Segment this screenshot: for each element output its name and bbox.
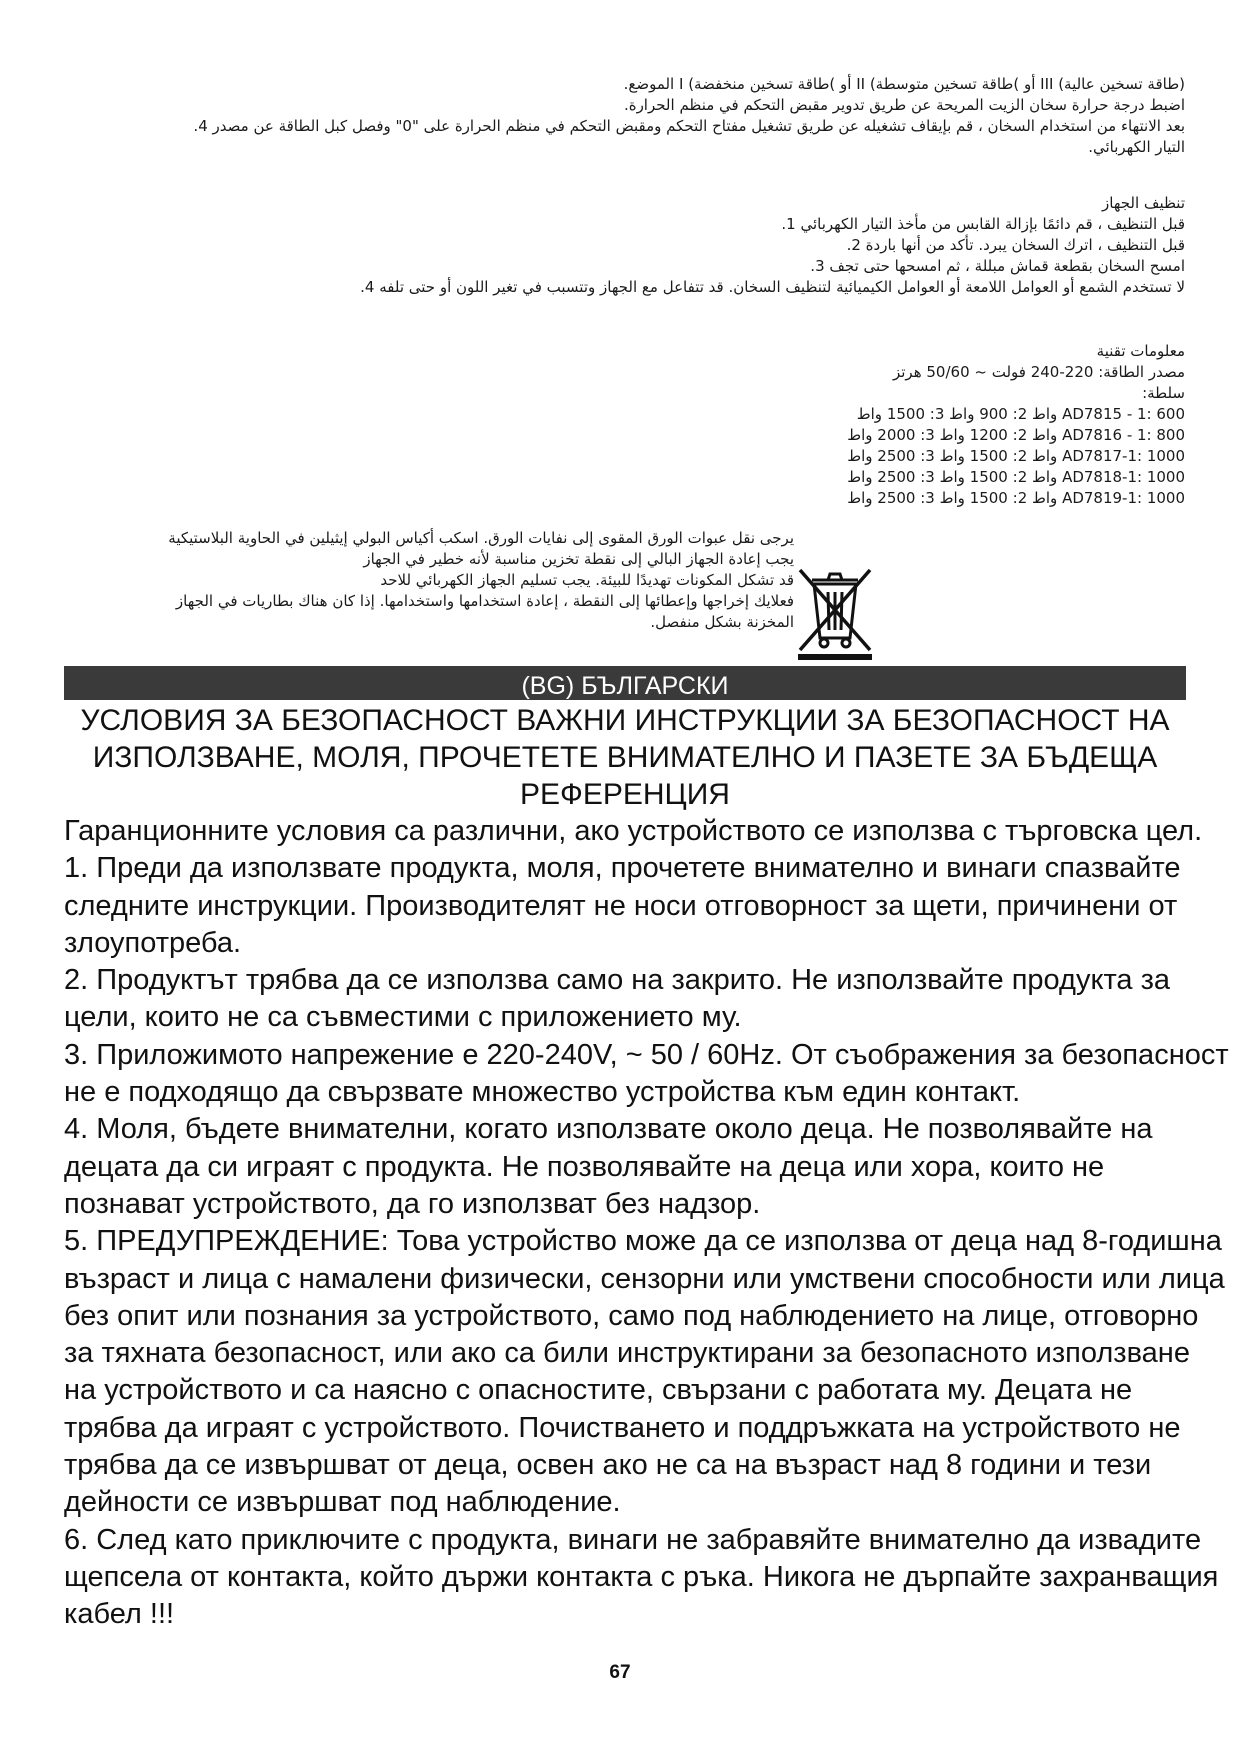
title-line: ИЗПОЛЗВАНЕ, МОЛЯ, ПРОЧЕТЕТЕ ВНИМАТЕЛНО И ПАЗЕТЕ ЗА БЪДЕЩА [92,741,1158,774]
body-line: възраст и лица с намалени физически, сензорни или умствени способности или лица [64,1262,1225,1295]
arabic-line: قبل التنظيف ، اترك السخان يبرد. تأكد من أنها باردة 2. [846,236,1185,254]
crossed-out-wheelie-bin-icon [790,562,880,662]
tech-model-line: AD7815 - 1: 600 واط 2: 900 واط 3: 1500 واط [856,405,1185,423]
arabic-line: التيار الكهربائي. [1088,138,1185,156]
body-line: трябва да играят с устройството. Почистването и поддръжката на устройството не [64,1411,1181,1444]
tech-model-line: AD7819-1: 1000 واط 2: 1500 واط 3: 2500 واط [847,489,1185,507]
body-line: дейности се извършват под наблюдение. [64,1486,621,1519]
arabic-line: لا تستخدم الشمع أو العوامل اللامعة أو العوامل الكيميائية لتنظيف السخان. قد تتفاعل مع الجهاز وتتسبب في تغير اللون أو حتى تلفه 4. [360,278,1185,296]
arabic-top-instructions [70,74,1185,158]
arabic-cleaning-title: تنظيف الجهاز [1102,194,1185,212]
body-line: за тяхната безопасност, или ако са били инструктирани за безопасното използване [64,1337,1190,1370]
body-line: злоупотреба. [64,926,242,959]
body-line: децата да си играят с продукта. Не позволявайте на деца или хора, които не [64,1150,1105,1183]
arabic-line: قد تشكل المكونات تهديدًا للبيئة. يجب تسليم الجهاز الكهربائي للاحد [380,571,794,589]
body-line: на устройството и са наясно с опасностите, свързани с работата му. Децата не [64,1374,1133,1407]
safety-instructions-body [64,813,1229,1634]
page-title [64,702,1186,813]
page-number: 67 [609,1662,631,1683]
body-line: 5. ПРЕДУПРЕЖДЕНИЕ: Това устройство може да се използва от деца над 8-годишна [64,1225,1222,1258]
body-line: цели, които не са съвместими с приложението му. [64,1001,742,1034]
body-line: 1. Преди да използвате продукта, моля, прочетете внимателно и винаги спазвайте [64,852,1181,885]
tech-model-line: AD7817-1: 1000 واط 2: 1500 واط 3: 2500 واط [847,447,1185,465]
arabic-line: المخزنة بشكل منفصل. [650,613,794,631]
arabic-cleaning-section [70,193,1185,298]
body-line: кабел !!! [64,1598,175,1631]
tech-title: معلومات تقنية [1096,342,1185,360]
arabic-line: قبل التنظيف ، قم دائمًا بإزالة القابس من مأخذ التيار الكهربائي 1. [781,215,1185,233]
title-line: УСЛОВИЯ ЗА БЕЗОПАСНОСТ ВАЖНИ ИНСТРУКЦИИ ЗА БЕЗОПАСНОСТ НА [80,704,1170,737]
tech-model-line: AD7818-1: 1000 واط 2: 1500 واط 3: 2500 واط [847,468,1185,486]
arabic-line: بعد الانتهاء من استخدام السخان ، قم بإيقاف تشغيله عن طريق تشغيل مفتاح التحكم ومقبض التحكم في منظم الحرارة على "0" وفصل كبل الطاقة عن مصدر 4. [193,117,1185,135]
arabic-recycling-text [64,528,794,633]
arabic-line: اضبط درجة حرارة سخان الزيت المريحة عن طريق تدوير مقبض التحكم في منظم الحرارة. [623,96,1185,114]
arabic-line: (طاقة تسخين عالية) III أو )طاقة تسخين متوسطة) II أو )طاقة تسخين منخفضة) I الموضع. [623,75,1185,93]
body-line: следните инструкции. Производителят не носи отговорност за щети, причинени от [64,889,1178,922]
arabic-line: امسح السخان بقطعة قماش مبللة ، ثم امسحها حتى تجف 3. [810,257,1185,275]
body-line: 4. Моля, бъдете внимателни, когато използвате около деца. Не позволявайте на [64,1113,1153,1146]
tech-model-line: AD7816 - 1: 800 واط 2: 1200 واط 3: 2000 واط [847,426,1185,444]
body-line: щепсела от контакта, който държи контакта с ръка. Никога не дърпайте захранващия [64,1560,1219,1593]
language-section-banner: (BG) БЪЛГАРСКИ [64,666,1186,700]
arabic-line: يرجى نقل عبوات الورق المقوى إلى نفايات الورق. اسكب أكياس البولي إيثيلين في الحاوية البلاستيكية [168,529,794,547]
title-line: РЕФЕРЕНЦИЯ [520,778,730,811]
tech-power-label: سلطة: [1142,384,1185,402]
tech-power-source: مصدر الطاقة: 220-240 فولت ~ 50/60 هرتز [892,363,1185,381]
body-line: Гаранционните условия са различни, ако устройството се използва с търговска цел. [64,815,1203,847]
body-line: 3. Приложимото напрежение е 220-240V, ~ 50 / 60Hz. От съображения за безопасност [64,1038,1229,1071]
body-line: 2. Продуктът трябва да се използва само на закрито. Не използвайте продукта за [64,964,1171,997]
body-line: трябва да се извършват от деца, освен ако не са на възраст над 8 години и тези [64,1449,1152,1482]
body-line: без опит или познания за устройството, само под наблюдението на лице, отговорно [64,1299,1199,1332]
body-line: не е подходящо да свързвате множество устройства към един контакт. [64,1076,1021,1109]
arabic-line: فعلايك إخراجها وإعطائها إلى النقطة ، إعادة استخدامها واستخدامها. إذا كان هناك بطاريات في الجهاز [175,592,794,610]
body-line: познават устройството, да го използват без надзор. [64,1187,761,1220]
arabic-line: يجب إعادة الجهاز البالي إلى نقطة تخزين مناسبة لأنه خطير في الجهاز [363,550,794,568]
arabic-technical-info [800,341,1185,509]
body-line: 6. След като приключите с продукта, винаги не забравяйте внимателно да извадите [64,1523,1202,1556]
